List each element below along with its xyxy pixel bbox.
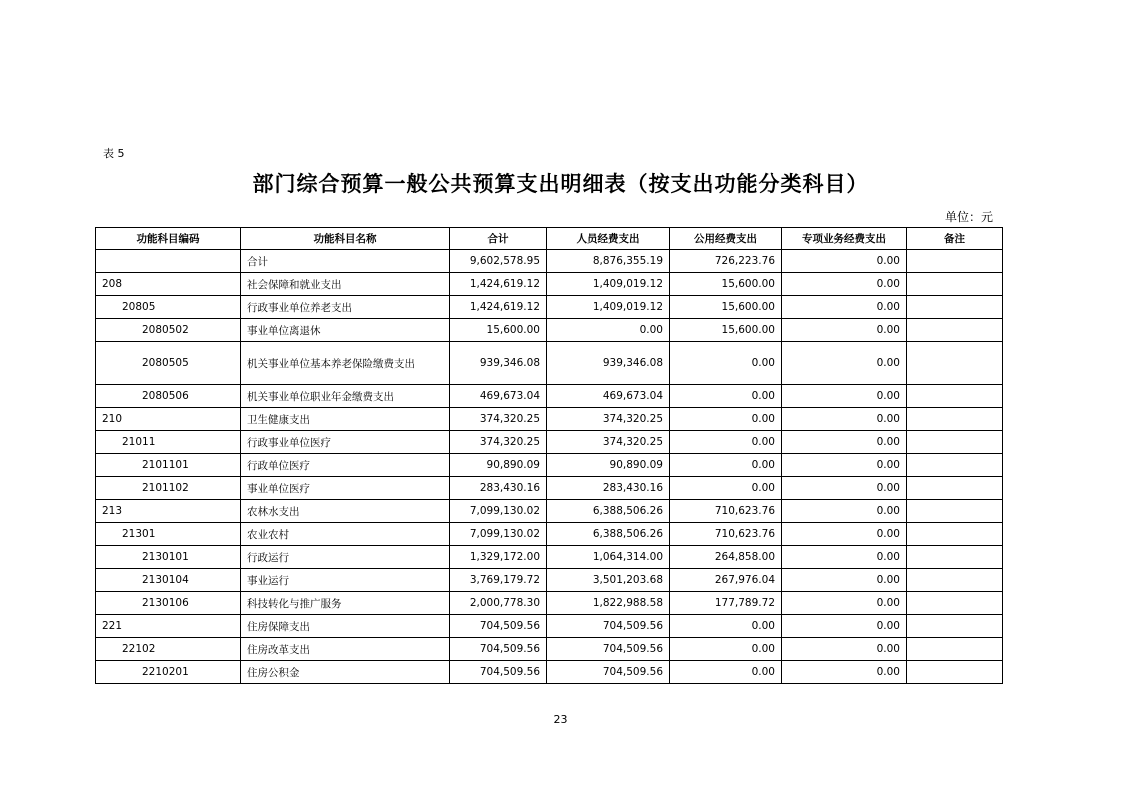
personnel-cell: 374,320.25: [547, 431, 670, 454]
column-header-total: 合计: [450, 228, 547, 250]
special-cell: 0.00: [782, 431, 907, 454]
total-cell: 374,320.25: [450, 408, 547, 431]
unit-label: 单位：元: [944, 210, 993, 224]
total-cell: 283,430.16: [450, 477, 547, 500]
total-cell: 7,099,130.02: [450, 500, 547, 523]
name-cell: 卫生健康支出: [241, 408, 450, 431]
personnel-cell: 283,430.16: [547, 477, 670, 500]
column-header-code: 功能科目编码: [96, 228, 241, 250]
public-cell: 0.00: [670, 385, 782, 408]
code-cell: 221: [96, 615, 241, 638]
table-row: [96, 408, 1003, 431]
public-cell: 0.00: [670, 638, 782, 661]
special-cell: 0.00: [782, 661, 907, 684]
note-cell: [907, 273, 1003, 296]
special-cell: 0.00: [782, 273, 907, 296]
total-cell: 7,099,130.02: [450, 523, 547, 546]
code-cell: 2130106: [96, 592, 241, 615]
name-cell: 住房保障支出: [241, 615, 450, 638]
special-cell: 0.00: [782, 615, 907, 638]
special-cell: 0.00: [782, 546, 907, 569]
total-cell: 704,509.56: [450, 638, 547, 661]
column-header-name: 功能科目名称: [241, 228, 450, 250]
table-row: [96, 477, 1003, 500]
code-cell: 20805: [96, 296, 241, 319]
name-cell: 行政事业单位医疗: [241, 431, 450, 454]
public-cell: 15,600.00: [670, 296, 782, 319]
total-cell: 469,673.04: [450, 385, 547, 408]
special-cell: 0.00: [782, 250, 907, 273]
table-row: [96, 319, 1003, 342]
personnel-cell: 704,509.56: [547, 638, 670, 661]
personnel-cell: 0.00: [547, 319, 670, 342]
personnel-cell: 6,388,506.26: [547, 500, 670, 523]
public-cell: 0.00: [670, 454, 782, 477]
personnel-cell: 704,509.56: [547, 661, 670, 684]
personnel-cell: 939,346.08: [547, 342, 670, 385]
code-cell: 2080502: [96, 319, 241, 342]
personnel-cell: 1,409,019.12: [547, 296, 670, 319]
personnel-cell: 8,876,355.19: [547, 250, 670, 273]
table-row: [96, 431, 1003, 454]
total-cell: 1,329,172.00: [450, 546, 547, 569]
note-cell: [907, 477, 1003, 500]
personnel-cell: 1,822,988.58: [547, 592, 670, 615]
personnel-cell: 3,501,203.68: [547, 569, 670, 592]
special-cell: 0.00: [782, 454, 907, 477]
note-cell: [907, 569, 1003, 592]
table-row: [96, 454, 1003, 477]
special-cell: 0.00: [782, 319, 907, 342]
special-cell: 0.00: [782, 296, 907, 319]
personnel-cell: 704,509.56: [547, 615, 670, 638]
code-cell: 22102: [96, 638, 241, 661]
public-cell: 0.00: [670, 408, 782, 431]
code-cell: 210: [96, 408, 241, 431]
name-cell: 事业单位离退休: [241, 319, 450, 342]
name-cell: 科技转化与推广服务: [241, 592, 450, 615]
document-title: 部门综合预算一般公共预算支出明细表（按支出功能分类科目）: [252, 171, 869, 196]
special-cell: 0.00: [782, 638, 907, 661]
public-cell: 15,600.00: [670, 273, 782, 296]
code-cell: 2210201: [96, 661, 241, 684]
personnel-cell: 469,673.04: [547, 385, 670, 408]
note-cell: [907, 592, 1003, 615]
column-header-special: 专项业务经费支出: [782, 228, 907, 250]
table-row: [96, 296, 1003, 319]
total-cell: 1,424,619.12: [450, 273, 547, 296]
public-cell: 710,623.76: [670, 500, 782, 523]
special-cell: 0.00: [782, 500, 907, 523]
table-row: [96, 661, 1003, 684]
name-cell: 机关事业单位基本养老保险缴费支出: [241, 342, 450, 385]
public-cell: 710,623.76: [670, 523, 782, 546]
note-cell: [907, 500, 1003, 523]
code-cell: 21011: [96, 431, 241, 454]
code-cell: 2130101: [96, 546, 241, 569]
personnel-cell: 90,890.09: [547, 454, 670, 477]
special-cell: 0.00: [782, 523, 907, 546]
total-cell: 704,509.56: [450, 661, 547, 684]
column-header-personnel: 人员经费支出: [547, 228, 670, 250]
table-row: [96, 546, 1003, 569]
special-cell: 0.00: [782, 477, 907, 500]
total-cell: 1,424,619.12: [450, 296, 547, 319]
code-cell: 2080505: [96, 342, 241, 385]
name-cell: 社会保障和就业支出: [241, 273, 450, 296]
special-cell: 0.00: [782, 592, 907, 615]
total-cell: 704,509.56: [450, 615, 547, 638]
code-cell: 208: [96, 273, 241, 296]
name-cell: 机关事业单位职业年金缴费支出: [241, 385, 450, 408]
code-cell: [96, 250, 241, 273]
code-cell: 213: [96, 500, 241, 523]
total-cell: 2,000,778.30: [450, 592, 547, 615]
name-cell: 行政事业单位养老支出: [241, 296, 450, 319]
table-row: [96, 569, 1003, 592]
table-header-row: [96, 228, 1003, 250]
note-cell: [907, 615, 1003, 638]
name-cell: 住房改革支出: [241, 638, 450, 661]
special-cell: 0.00: [782, 408, 907, 431]
page-number: 23: [553, 713, 568, 726]
code-cell: 21301: [96, 523, 241, 546]
public-cell: 0.00: [670, 615, 782, 638]
note-cell: [907, 454, 1003, 477]
name-cell: 农林水支出: [241, 500, 450, 523]
note-cell: [907, 523, 1003, 546]
public-cell: 0.00: [670, 477, 782, 500]
special-cell: 0.00: [782, 385, 907, 408]
code-cell: 2130104: [96, 569, 241, 592]
table-row: [96, 638, 1003, 661]
column-header-note: 备注: [907, 228, 1003, 250]
public-cell: 264,858.00: [670, 546, 782, 569]
public-cell: 0.00: [670, 342, 782, 385]
name-cell: 农业农村: [241, 523, 450, 546]
name-cell: 行政运行: [241, 546, 450, 569]
table-row: [96, 385, 1003, 408]
code-cell: 2101101: [96, 454, 241, 477]
special-cell: 0.00: [782, 569, 907, 592]
note-cell: [907, 319, 1003, 342]
note-cell: [907, 296, 1003, 319]
public-cell: 0.00: [670, 661, 782, 684]
total-cell: 374,320.25: [450, 431, 547, 454]
total-cell: 939,346.08: [450, 342, 547, 385]
table-row: [96, 342, 1003, 385]
total-cell: 3,769,179.72: [450, 569, 547, 592]
code-cell: 2080506: [96, 385, 241, 408]
public-cell: 726,223.76: [670, 250, 782, 273]
name-cell: 事业单位医疗: [241, 477, 450, 500]
note-cell: [907, 546, 1003, 569]
public-cell: 177,789.72: [670, 592, 782, 615]
personnel-cell: 1,064,314.00: [547, 546, 670, 569]
column-header-public: 公用经费支出: [670, 228, 782, 250]
table-label: 表 5: [103, 147, 125, 160]
public-cell: 15,600.00: [670, 319, 782, 342]
table-row: [96, 592, 1003, 615]
note-cell: [907, 638, 1003, 661]
table-row: [96, 500, 1003, 523]
note-cell: [907, 661, 1003, 684]
total-cell: 15,600.00: [450, 319, 547, 342]
note-cell: [907, 408, 1003, 431]
note-cell: [907, 431, 1003, 454]
name-cell: 住房公积金: [241, 661, 450, 684]
name-cell: 合计: [241, 250, 450, 273]
public-cell: 0.00: [670, 431, 782, 454]
table-row: [96, 250, 1003, 273]
note-cell: [907, 342, 1003, 385]
note-cell: [907, 385, 1003, 408]
table-row: [96, 273, 1003, 296]
total-cell: 9,602,578.95: [450, 250, 547, 273]
name-cell: 行政单位医疗: [241, 454, 450, 477]
special-cell: 0.00: [782, 342, 907, 385]
personnel-cell: 6,388,506.26: [547, 523, 670, 546]
name-cell: 事业运行: [241, 569, 450, 592]
note-cell: [907, 250, 1003, 273]
table-row: [96, 523, 1003, 546]
total-cell: 90,890.09: [450, 454, 547, 477]
personnel-cell: 374,320.25: [547, 408, 670, 431]
public-cell: 267,976.04: [670, 569, 782, 592]
personnel-cell: 1,409,019.12: [547, 273, 670, 296]
table-row: [96, 615, 1003, 638]
code-cell: 2101102: [96, 477, 241, 500]
expenditure-table: [95, 227, 1003, 684]
